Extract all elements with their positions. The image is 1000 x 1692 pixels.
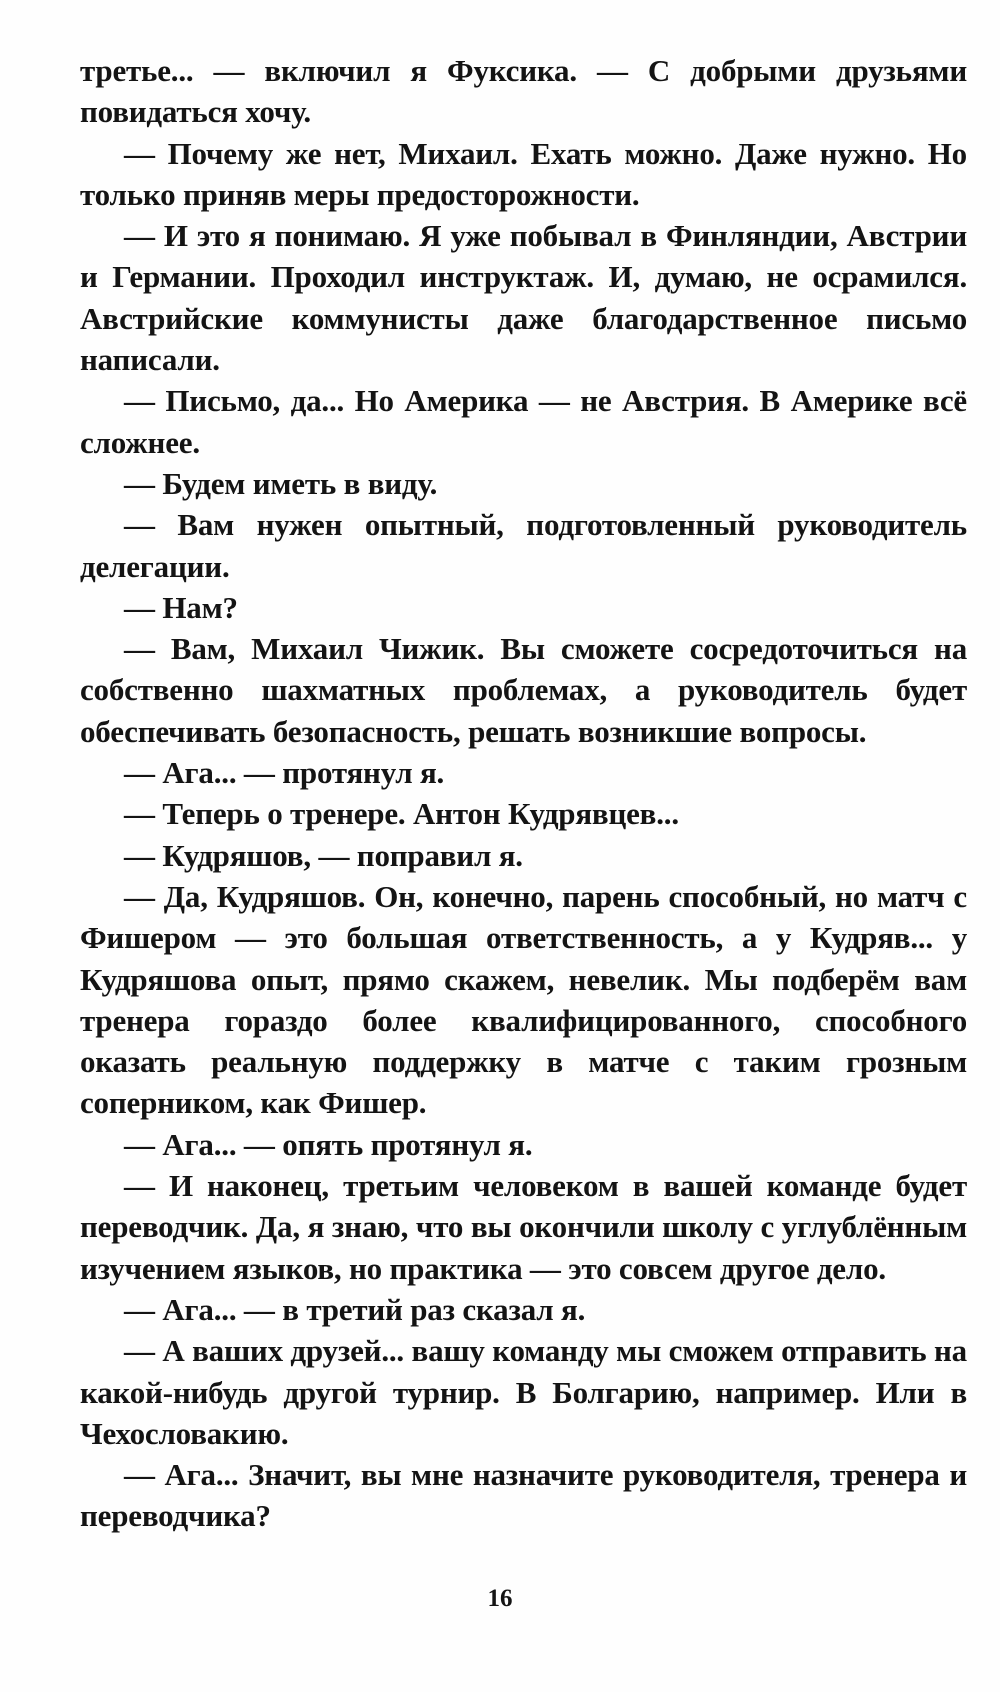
paragraph: — Ага... — опять протянул я. <box>124 1126 533 1162</box>
paragraph: — Нам? <box>124 589 238 625</box>
paragraph: — Кудряшов, — поправил я. <box>124 837 523 873</box>
paragraph: — Письмо, да... Но Америка — не Австрия. В Америке всё сложнее. <box>80 383 967 460</box>
paragraph: — Ага... Значит, вы мне назначите руководителя, тренера и переводчика? <box>80 1457 967 1534</box>
paragraph: — Ага... — в третий раз сказал я. <box>124 1291 586 1327</box>
paragraph: — Вам, Михаил Чижик. Вы сможете сосредоточиться на собственно шахматных проблемах, а руководитель будет обеспечивать безопасность, решать возникшие вопросы. <box>80 631 967 749</box>
paragraph: — И это я понимаю. Я уже побывал в Финляндии, Австрии и Германии. Проходил инструктаж. И, думаю, не осрамился. Австрийские коммунисты даже благодарственное письмо написали. <box>80 218 967 378</box>
paragraph: — Теперь о тренере. Антон Кудрявцев... <box>124 796 679 832</box>
paragraph: — И наконец, третьим человеком в вашей команде будет переводчик. Да, я знаю, что вы окончили школу с углублённым изучением языков, но практика — это совсем другое дело. <box>80 1168 967 1286</box>
paragraph: — А ваших друзей... вашу команду мы сможем отправить на какой-нибудь другой турнир. В Болгарию, например. Или в Чехословакию. <box>80 1333 967 1451</box>
paragraph: — Ага... — протянул я. <box>124 755 445 791</box>
paragraph: — Да, Кудряшов. Он, конечно, парень способный, но матч с Фишером — это большая ответственность, а у Кудряв... у Кудряшова опыт, прямо скажем, невелик. Мы подберём вам тренера гораздо более квалифицированного, способного оказать реальную поддержку в матче с таким грозным соперником, как Фишер. <box>80 878 967 1121</box>
page-number: 16 <box>487 1585 513 1612</box>
paragraph: — Будем иметь в виду. <box>124 465 438 501</box>
paragraph: — Вам нужен опытный, подготовленный руководитель делегации. <box>80 507 967 584</box>
paragraph: — Почему же нет, Михаил. Ехать можно. Даже нужно. Но только приняв меры предосторожности. <box>80 135 967 212</box>
body-text <box>80 50 967 1537</box>
paragraph: третье... — включил я Фуксика. — С добрыми друзьями повидаться хочу. <box>80 53 967 130</box>
